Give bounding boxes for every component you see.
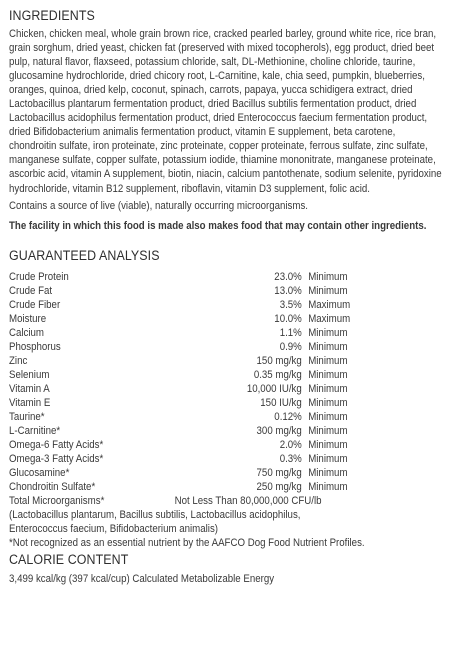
nutrient-name: Crude Protein (9, 270, 69, 283)
nutrient-name: Omega-6 Fatty Acids* (9, 439, 104, 452)
microorganisms-label: Total Microorganisms* (9, 495, 105, 508)
nutrient-name: Chondroitin Sulfate* (9, 481, 96, 494)
nutrient-type: Maximum (308, 312, 351, 325)
microorganisms-species-line2: Enterococcus faecium, Bifidobacterium animalis) (9, 523, 219, 536)
nutrient-name: Zinc (9, 354, 28, 367)
nutrient-value: 150 IU/kg (260, 396, 302, 409)
nutrient-type: Minimum (308, 368, 348, 381)
nutrient-value: 1.1% (279, 326, 302, 339)
ingredients-heading: INGREDIENTS (9, 8, 95, 23)
table-row (9, 340, 443, 354)
table-row (9, 396, 443, 410)
nutrient-name: Taurine* (9, 411, 45, 424)
facility-note: The facility in which this food is made also makes food that may contain other ingredients. (9, 219, 427, 232)
nutrient-type: Minimum (308, 270, 348, 283)
table-row (9, 354, 443, 368)
analysis-footnote: *Not recognized as an essential nutrient by the AAFCO Dog Food Nutrient Profiles. (9, 537, 365, 550)
nutrient-name: Moisture (9, 312, 47, 325)
nutrient-type: Minimum (308, 284, 348, 297)
microorganisms-species-line1: (Lactobacillus plantarum, Bacillus subtilis, Lactobacillus acidophilus, (9, 509, 301, 522)
nutrient-type: Minimum (308, 340, 348, 353)
nutrient-value: 250 mg/kg (256, 481, 302, 494)
nutrient-name: Phosphorus (9, 340, 61, 353)
nutrient-type: Minimum (308, 354, 348, 367)
nutrient-value: 0.3% (279, 453, 302, 466)
nutrient-type: Minimum (308, 411, 348, 424)
microorganisms-value: Not Less Than 80,000,000 CFU/lb (174, 495, 322, 508)
nutrient-name: L-Carnitine* (9, 425, 61, 438)
nutrient-name: Vitamin A (9, 382, 50, 395)
table-row (9, 382, 443, 396)
nutrient-value: 300 mg/kg (256, 425, 302, 438)
nutrient-value: 0.9% (279, 340, 302, 353)
nutrient-type: Minimum (308, 382, 348, 395)
nutrient-name: Crude Fat (9, 284, 53, 297)
nutrient-type: Minimum (308, 425, 348, 438)
nutrient-value: 10,000 IU/kg (246, 382, 302, 395)
table-row (9, 494, 443, 508)
nutrient-value: 3.5% (279, 298, 302, 311)
nutrient-value: 750 mg/kg (256, 467, 302, 480)
table-row (9, 452, 443, 466)
nutrient-name: Vitamin E (9, 396, 51, 409)
guaranteed-analysis-table (9, 270, 443, 551)
nutrient-value: 23.0% (274, 270, 302, 283)
nutrient-name: Calcium (9, 326, 45, 339)
nutrient-type: Minimum (308, 453, 348, 466)
nutrient-type: Minimum (308, 326, 348, 339)
ingredients-list: Chicken, chicken meal, whole grain brown rice, cracked pearled barley, ground white rice, rice bran, grain sorghum, dried yeast, chicken fat (preserved with mixed tocopherols), egg product, dried beet pulp, natural flavor, flaxseed, potassium chloride, salt, DL-Methionine, choline chloride, taurine, glucosamine hydrochloride, dried chicory root, L-Carnitine, kale, chia seed, pumpkin, blueberries, oranges, quinoa, dried kelp, coconut, spinach, carrots, papaya, yucca schidigera extract, dried Lactobacillus plantarum fermentation product, dried Bacillus subtilis fermentation product, dried Lactobacillus acidophilus fermentation product, dried Enterococcus faecium fermentation product, dried Bifidobacterium animalis fermentation product, vitamin E supplement, beta carotene, chondroitin sulfate, iron proteinate, zinc proteinate, copper proteinate, ferrous sulfate, zinc sulfate, manganese sulfate, copper sulfate, potassium iodide, thiamine mononitrate, manganese proteinate, ascorbic acid, vitamin A supplement, biotin, niacin, calcium pantothenate, sodium selenite, pyridoxine hydrochloride, vitamin B12 supplement, riboflavin, vitamin D3 supplement, folic acid. (9, 28, 442, 195)
nutrient-type: Minimum (308, 396, 348, 409)
calorie-heading: CALORIE CONTENT (9, 551, 129, 567)
nutrient-value: 0.12% (274, 411, 302, 424)
nutrient-value: 13.0% (274, 284, 302, 297)
nutrient-name: Omega-3 Fatty Acids* (9, 453, 104, 466)
nutrition-label (9, 8, 443, 586)
nutrient-value: 2.0% (279, 439, 302, 452)
table-row (9, 410, 443, 424)
table-row (9, 438, 443, 452)
nutrient-value: 10.0% (274, 312, 302, 325)
table-row (9, 298, 443, 312)
table-row (9, 480, 443, 494)
nutrient-type: Minimum (308, 467, 348, 480)
table-row (9, 466, 443, 480)
nutrient-value: 0.35 mg/kg (253, 368, 302, 381)
table-row (9, 312, 443, 326)
calorie-text: 3,499 kcal/kg (397 kcal/cup) Calculated Metabolizable Energy (9, 572, 275, 585)
nutrient-value: 150 mg/kg (256, 354, 302, 367)
probiotic-note: Contains a source of live (viable), naturally occurring microorganisms. (9, 199, 309, 212)
nutrient-name: Crude Fiber (9, 298, 61, 311)
nutrient-type: Minimum (308, 481, 348, 494)
nutrient-type: Maximum (308, 298, 351, 311)
table-row (9, 284, 443, 298)
table-row (9, 368, 443, 382)
nutrient-type: Minimum (308, 439, 348, 452)
analysis-heading: GUARANTEED ANALYSIS (9, 247, 160, 263)
table-row (9, 424, 443, 438)
table-row (9, 270, 443, 284)
nutrient-name: Selenium (9, 368, 50, 381)
nutrient-name: Glucosamine* (9, 467, 70, 480)
table-row (9, 326, 443, 340)
